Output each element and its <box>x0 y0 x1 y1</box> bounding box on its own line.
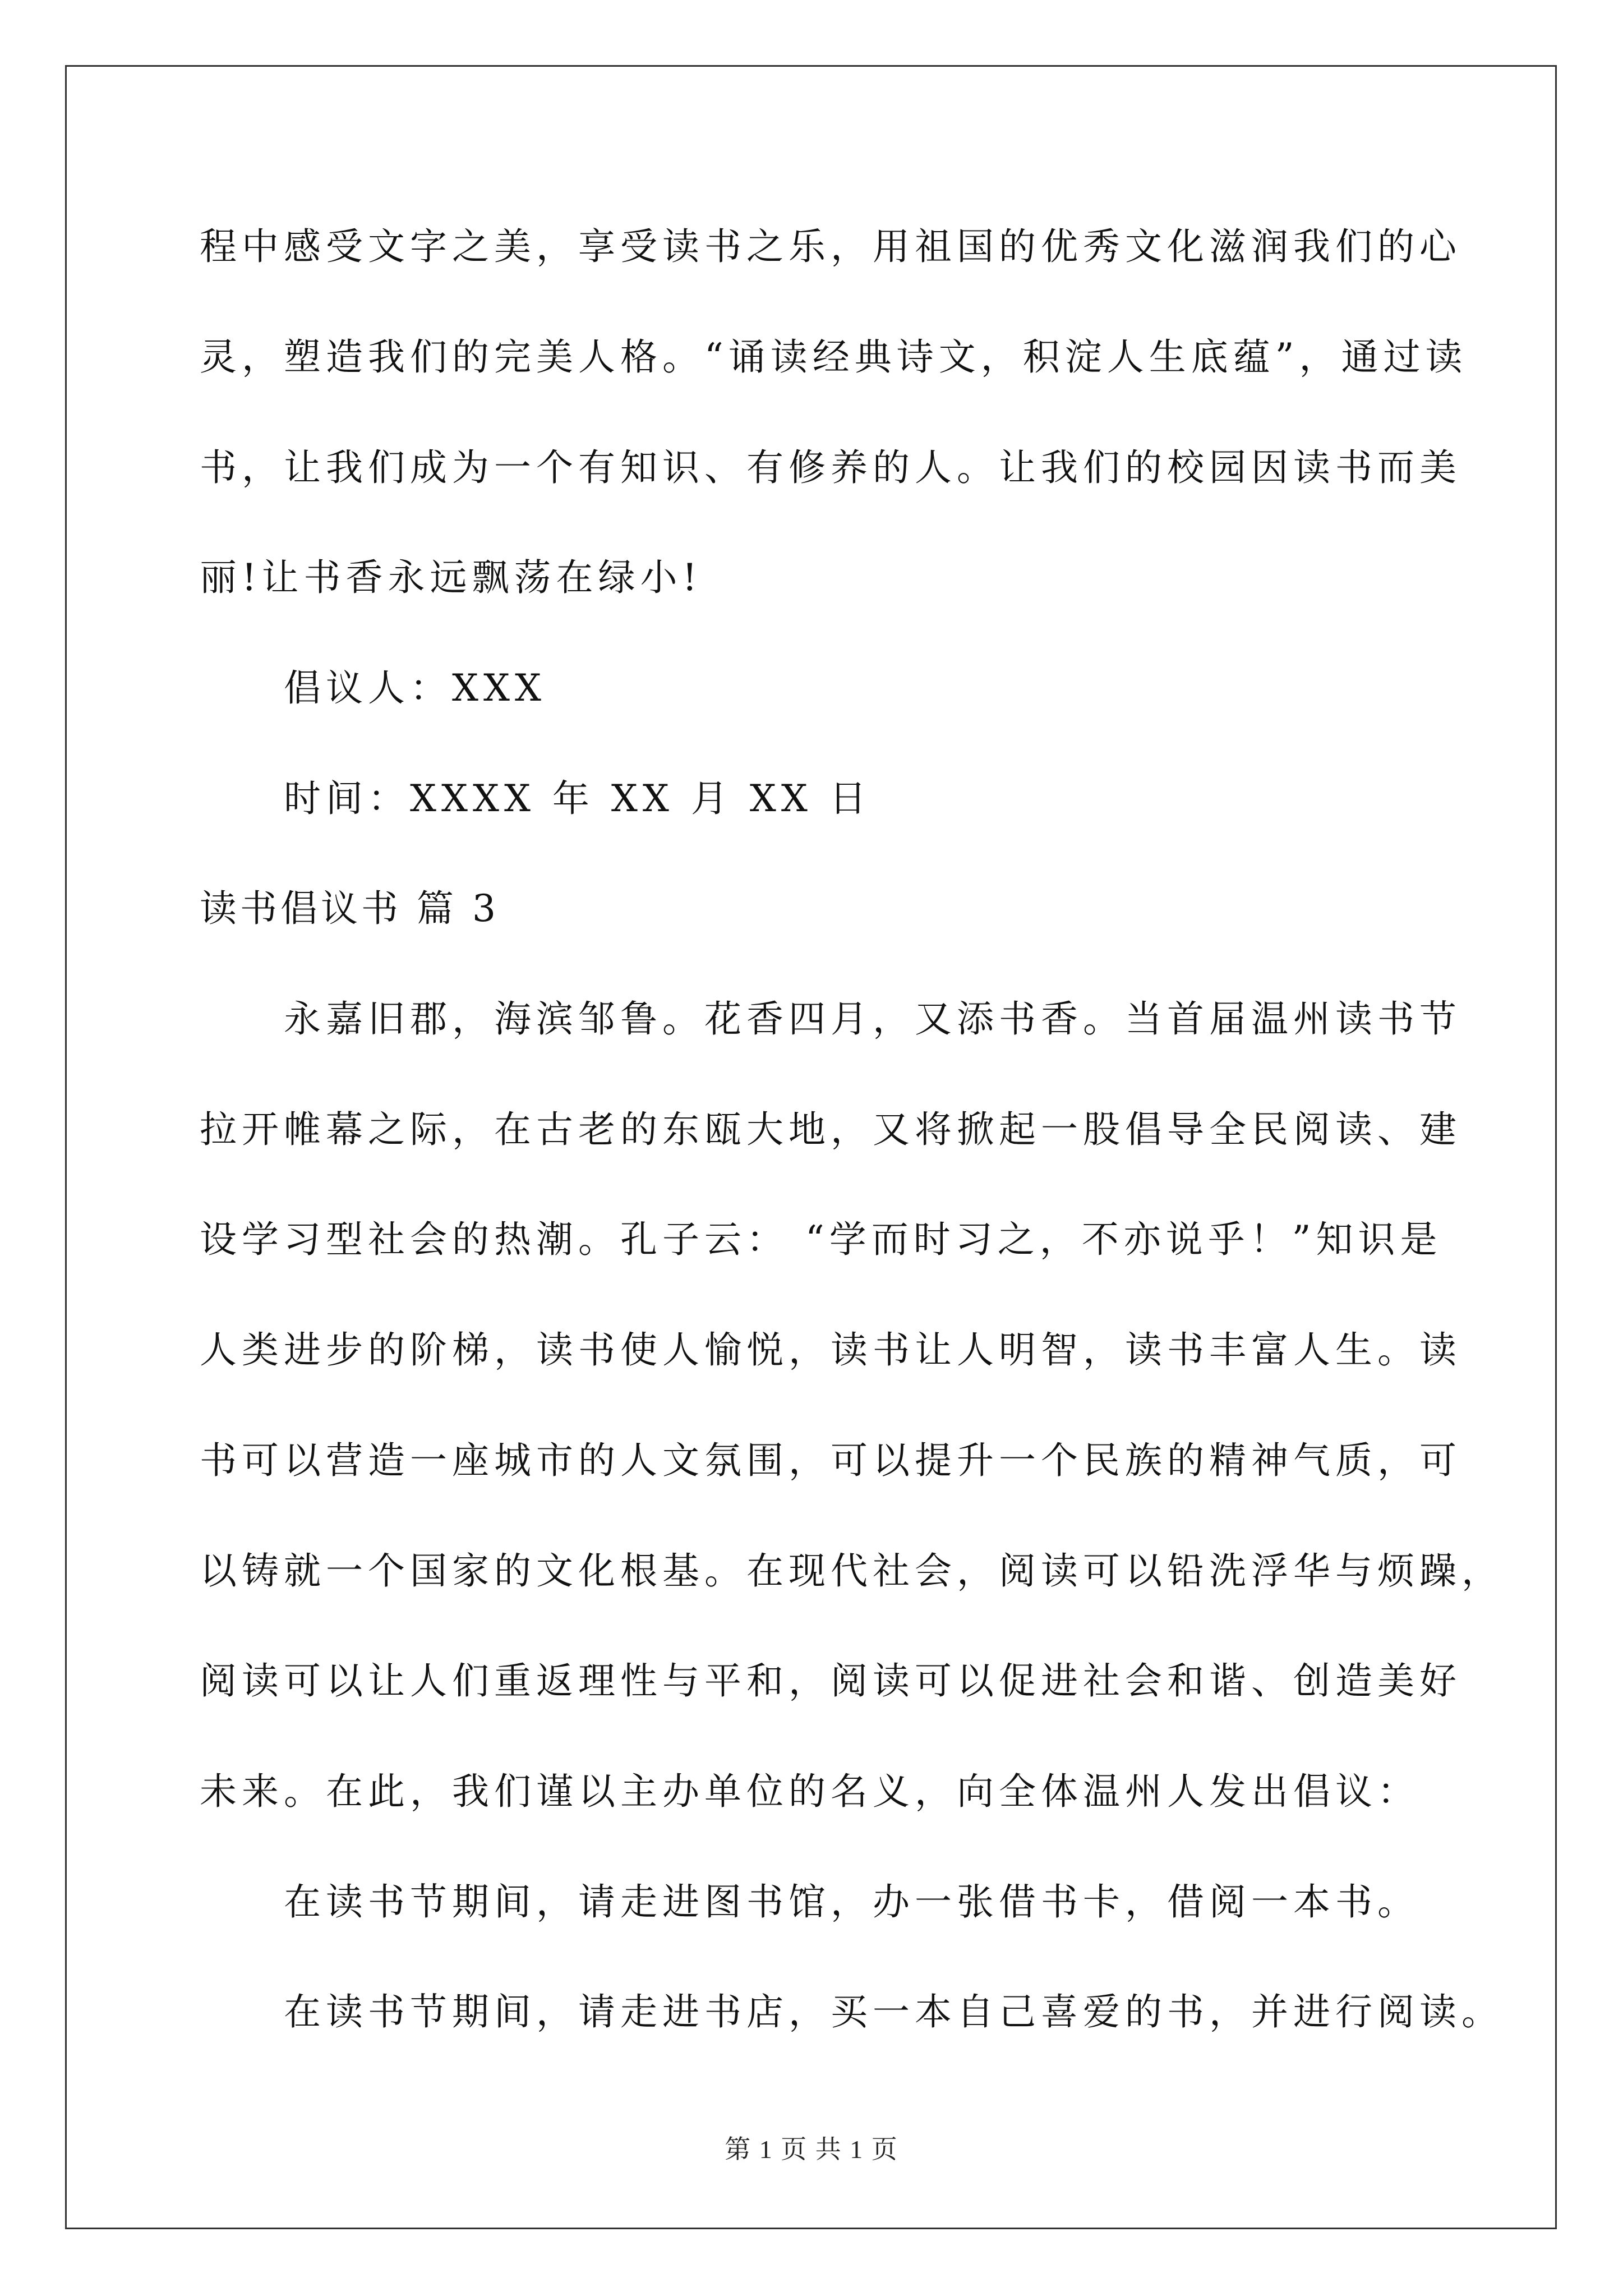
body-text-line: 书可以营造一座城市的人文氛围，可以提升一个民族的精神气质，可 <box>200 1439 1461 1482</box>
body-text-line: 在读书节期间，请走进图书馆，办一张借书卡，借阅一本书。 <box>284 1880 1419 1924</box>
body-text-line: 阅读可以让人们重返理性与平和，阅读可以促进社会和谐、创造美好 <box>200 1659 1461 1703</box>
date-line: 时间：XXXX 年 XX 月 XX 日 <box>284 777 872 820</box>
body-text-line: 书，让我们成为一个有知识、有修养的人。让我们的校园因读书而美 <box>200 446 1461 489</box>
body-text-line: 在读书节期间，请走进书店，买一本自己喜爱的书，并进行阅读。 <box>284 1990 1504 2033</box>
proposer-line: 倡议人：XXX <box>284 666 546 710</box>
body-text-line: 拉开帷幕之际，在古老的东瓯大地，又将掀起一股倡导全民阅读、建 <box>200 1108 1461 1151</box>
body-text-line: 未来。在此，我们谨以主办单位的名义，向全体温州人发出倡议： <box>200 1770 1419 1813</box>
body-text-line: 人类进步的阶梯，读书使人愉悦，读书让人明智，读书丰富人生。读 <box>200 1328 1461 1372</box>
body-text-line: 程中感受文字之美，享受读书之乐，用祖国的优秀文化滋润我们的心 <box>200 225 1461 268</box>
page-footer: 第 1 页 共 1 页 <box>725 2135 898 2164</box>
body-text-line: 设学习型社会的热潮。孔子云： “学而时习之，不亦说乎！”知识是 <box>200 1218 1442 1261</box>
body-text-line: 以铸就一个国家的文化根基。在现代社会，阅读可以铅洗浮华与烦躁， <box>200 1549 1504 1593</box>
body-text-line: 丽!让书香永远飘荡在绿小! <box>200 556 703 599</box>
section-heading: 读书倡议书 篇 3 <box>200 887 499 930</box>
body-text-line: 永嘉旧郡，海滨邹鲁。花香四月，又添书香。当首届温州读书节 <box>284 997 1461 1041</box>
body-text-line: 灵，塑造我们的完美人格。“诵读经典诗文，积淀人生底蕴”，通过读 <box>200 335 1468 379</box>
